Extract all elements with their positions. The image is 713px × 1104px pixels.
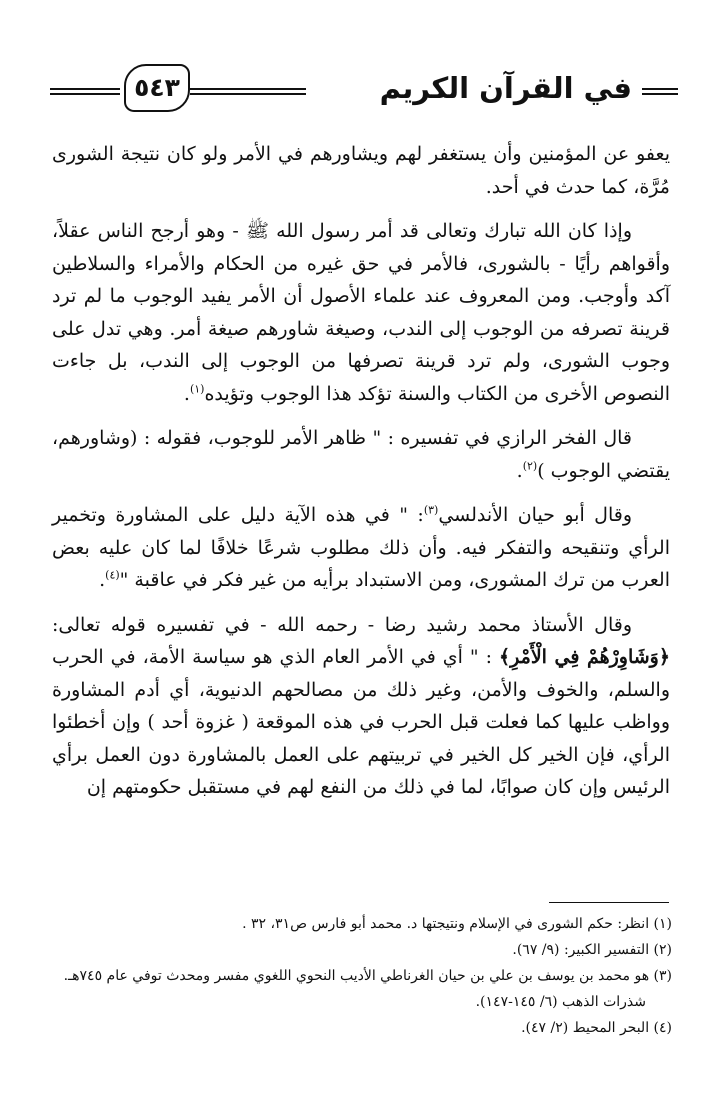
main-text	[52, 138, 670, 816]
footnote-ref-2: (٢)	[522, 459, 538, 473]
page-number: ٥٤٣	[124, 64, 190, 112]
paragraph-3-text: قال الفخر الرازي في تفسيره : " ظاهر الأمر للوجوب، فقوله : (وشاورهم، يقتضي الوجوب )	[52, 427, 670, 482]
header-rule-right	[642, 88, 678, 95]
paragraph-2: وإذا كان الله تبارك وتعالى قد أمر رسول الله ﷺ - وهو أرجح الناس عقلاً، وأقواهم رأيًا - بالشورى، فالأمر في حق غيره من الحكام والأمراء والسلاطين آكد وأوجب. ومن المعروف عند علماء الأصول أن الأمر يفيد الوجوب ما لم ترد قرينة تصرفه من الوجوب إلى الندب، وصيغة شاورهم صيغة أمر. وهي تدل على وجوب الشورى، ولم ترد قرينة تصرفها من الوجوب إلى الندب، بل جاءت النصوص الأخرى من الكتاب والسنة تؤكد هذا الوجوب وتؤيده$^{(١)}$.	[52, 220, 670, 405]
paragraph-5-text-a: وقال الأستاذ محمد رشيد رضا - رحمه الله - في تفسيره قوله تعالى:	[52, 613, 632, 636]
paragraph-5-text-b: : " أي في الأمر العام الذي هو سياسة الأمة، في الحرب والسلم، والخوف والأمن، وغير ذلك من مصالحهم الدنيوية، أي أدم المشاورة وواظب عليها كما فعلت قبل الحرب في هذه الموقعة ( غزوة أحد ) وإن أخطئوا الرأي، فإن الخير كل الخير في تربيتهم على العمل بالمشاورة دون العمل برأي الرئيس وإن كان صوابًا، لما في ذلك من النفع لهم في مستقبل حكومتهم إن	[52, 646, 670, 798]
footnote-separator	[549, 902, 669, 903]
header-rule-left	[50, 88, 120, 95]
quran-verse: ﴿وَشَاوِرْهُمْ فِي الْأَمْرِ﴾	[499, 646, 670, 668]
footnote-3-continued: شذرات الذهب (٦/ ١٤٥-١٤٧).	[475, 994, 646, 1010]
header-rule-middle	[190, 88, 306, 95]
footnote-2: (٢) التفسير الكبير: (٩/ ٦٧).	[512, 942, 672, 958]
page-header	[50, 58, 678, 118]
paragraph-4-text-b: : " في هذه الآية دليل على المشاورة وتخمير الرأي وتنقيحه والتفكر فيه. وأن ذلك مطلوب شرعًا خلافًا لما كان عليه بعض العرب من ترك المشورى، ومن الاستبداد برأيه من غير فكر في عاقبة "	[52, 504, 670, 591]
footnote-ref-1: (١)	[189, 382, 205, 396]
paragraph-4: وقال أبو حيان الأندلسي$^{(٣)}$: " في هذه الآية دليل على المشاورة وتخمير الرأي وتنقيحه والتفكر فيه. وأن ذلك مطلوب شرعًا خلافًا لما كان عليه بعض العرب من ترك المشورى، ومن الاستبداد برأيه من غير فكر في عاقبة "$^{(٤)}$.	[52, 503, 670, 591]
paragraph-3: قال الفخر الرازي في تفسيره : " ظاهر الأمر للوجوب، فقوله : (وشاورهم، يقتضي الوجوب )$^{(٢)}$.	[52, 427, 670, 482]
footnote-ref-3: (٣)	[423, 503, 439, 517]
footnote-4: (٤) البحر المحيط (٢/ ٤٧).	[521, 1020, 672, 1036]
paragraph-1	[52, 138, 670, 203]
footnote-1: (١) انظر: حكم الشورى في الإسلام ونتيجتها د. محمد أبو فارس ص٣١، ٣٢ .	[242, 916, 672, 932]
paragraph-2-text: وإذا كان الله تبارك وتعالى قد أمر رسول الله ﷺ - وهو أرجح الناس عقلاً، وأقواهم رأيًا - بالشورى، فالأمر في حق غيره من الحكام والأمراء والسلاطين آكد وأوجب. ومن المعروف عند علماء الأصول أن الأمر يفيد الوجوب ما لم ترد قرينة تصرفه من الوجوب إلى الندب، وصيغة شاورهم صيغة أمر. وهي تدل على وجوب الشورى، ولم ترد قرينة تصرفها من الوجوب إلى الندب، بل جاءت النصوص الأخرى من الكتاب والسنة تؤكد هذا الوجوب وتؤيده	[52, 220, 670, 405]
footnote-ref-4: (٤)	[105, 568, 120, 582]
paragraph-4-text-a: وقال أبو حيان الأندلسي	[438, 504, 632, 526]
footnotes	[52, 912, 672, 1042]
footnote-3: (٣) هو محمد بن يوسف بن علي بن حيان الغرناطي الأديب النحوي اللغوي مفسر ومحدث توفي عام ٧٤٥هـ.	[63, 968, 672, 984]
paragraph-1-text: يعفو عن المؤمنين وأن يستغفر لهم ويشاورهم في الأمر ولو كان نتيجة الشورى مُرَّة، كما حدث في أحد.	[52, 143, 670, 198]
running-title: في القرآن الكريم	[379, 71, 632, 105]
paragraph-5	[52, 609, 670, 804]
